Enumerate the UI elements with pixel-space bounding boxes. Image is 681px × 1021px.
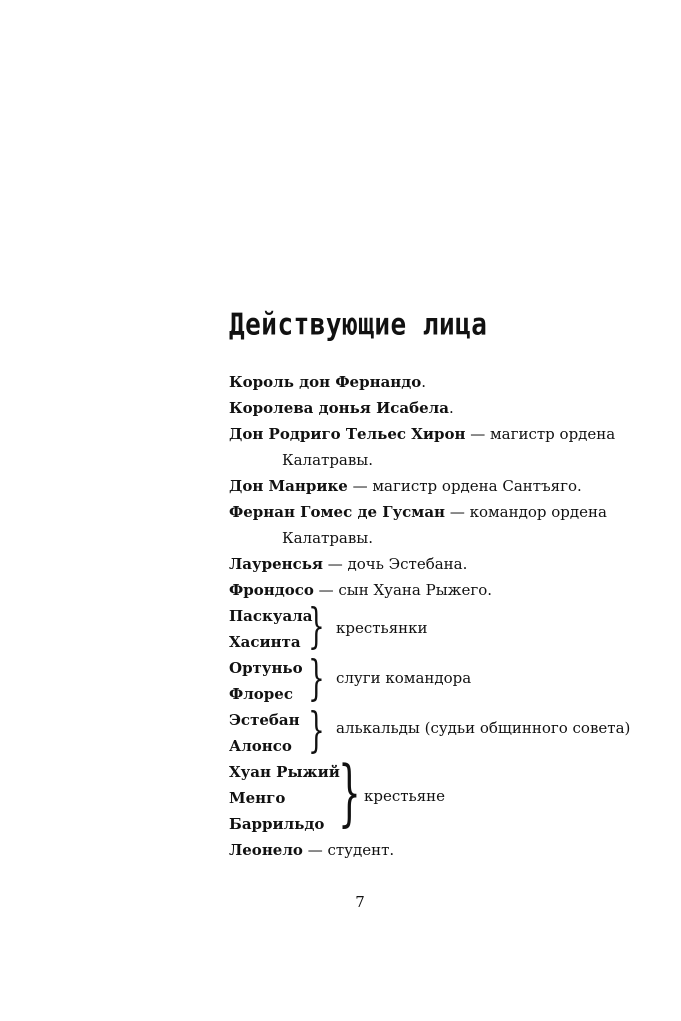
character-name: Дон Родриго Тельес Хирон [229,425,466,443]
character-description: . [421,373,427,391]
group-member [229,658,303,678]
character-name: Король дон Фернандо [229,373,422,391]
character-name: Баррильдо [229,815,325,833]
group-member [229,788,285,808]
group-member [229,684,293,704]
character-name: Королева донья Исабела [229,399,449,417]
character-name: Паскуала [229,607,313,625]
cast-entry [229,554,467,574]
curly-brace-icon: } [338,750,361,834]
character-name: Эстебан [229,711,300,729]
cast-entry [229,580,492,600]
character-name: Менго [229,789,286,807]
character-description: . [448,399,454,417]
character-description: — дочь Эстебана. [323,555,468,573]
character-name: Лауренсья [229,555,323,573]
curly-brace-icon: } [308,702,325,758]
character-description: — студент. [302,841,395,859]
page-number: 7 [355,893,365,911]
character-description: — командор ордена [445,503,607,521]
group-member [229,632,301,652]
character-name: Ортуньо [229,659,303,677]
character-description: — магистр ордена Сантъяго. [347,477,582,495]
group-label: крестьяне [364,787,446,805]
group-label: алькальды (судьи общинного совета) [336,719,631,737]
character-name: Фрондосо [229,581,314,599]
character-name: Алонсо [229,737,292,755]
group-member [229,762,340,782]
cast-entry [229,398,454,418]
group-member [229,814,324,834]
cast-entry [229,840,394,860]
character-description: — магистр ордена [465,425,616,443]
curly-brace-icon: } [308,598,325,654]
character-description: — сын Хуана Рыжего. [313,581,493,599]
group-member [229,606,312,626]
character-name: Леонело [229,841,303,859]
cast-entry-continuation: Калатравы. [282,529,374,547]
character-name: Фернан Гомес де Гусман [229,503,446,521]
cast-entry [229,502,607,522]
group-label: слуги командора [336,669,472,687]
group-member [229,710,300,730]
cast-entry-continuation: Калатравы. [282,451,374,469]
cast-entry [229,372,426,392]
character-name: Флорес [229,685,293,703]
group-label: крестьянки [336,619,428,637]
character-name: Хуан Рыжий [229,763,340,781]
curly-brace-icon: } [308,650,325,706]
cast-entry [229,476,582,496]
character-name: Дон Манрике [229,477,348,495]
page-title: Действующие лица [229,308,488,343]
character-name: Хасинта [229,633,301,651]
cast-entry [229,424,615,444]
group-member [229,736,292,756]
